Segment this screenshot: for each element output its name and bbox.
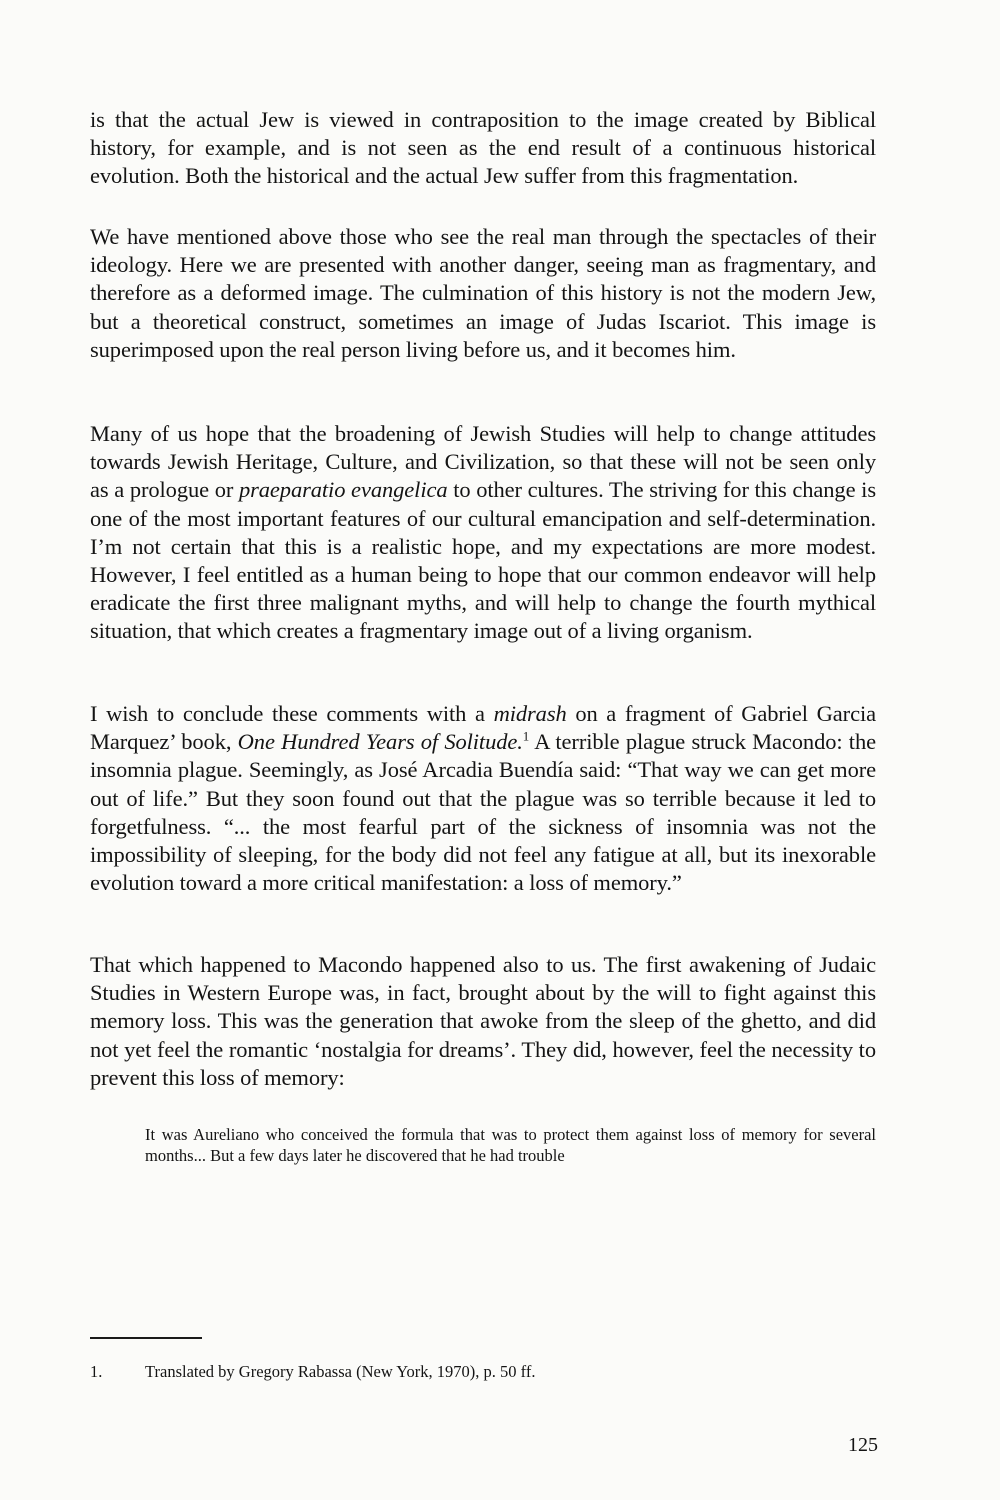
paragraph-midrash [90,700,876,897]
footnote-divider [90,1337,202,1339]
paragraph-text: A terrible plague struck Macondo: the insomnia plague. Seemingly, as José Arcadia Buendía said: “That way we can get more out of life.” But they soon found out that the plague was so terrible because it led to forgetfulness. “... the most fearful part of the sickness of insomnia was not the impossibility of sleeping, for the body did not feel any fatigue at all, but its inexorable evolution toward a more critical manifestation: a loss of memory.” [90,729,876,896]
footnote-number: 1. [90,1362,103,1381]
paragraph-text: Many of us hope that the broadening of Jewish Studies will help to change attitudes towards Jewish Heritage, Culture, and Civilization, so that these will not be seen only as a prologue or [90,421,876,503]
footnote-reference: 1 [522,728,530,744]
italic-term: midrash [493,701,567,726]
paragraph-ideology: We have mentioned above those who see the real man through the spectacles of their ideology. Here we are presented with another danger, seeing man as fragmentary, and therefore as a deformed image. The culmination of this history is not the modern Jew, but a theoretical construct, sometimes an image of Judas Iscariot. This image is superimposed upon the real person living before us, and it becomes him. [90,224,876,362]
paragraph-macondo: That which happened to Macondo happened also to us. The first awakening of Judaic Studies in Western Europe was, in fact, brought about by the will to fight against this memory loss. This was the generation that awoke from the sleep of the ghetto, and did not yet feel the romantic ‘nostalgia for dreams’. They did, however, feel the necessity to prevent this loss of memory: [90,952,876,1090]
block-quote: It was Aureliano who conceived the formula that was to protect them against loss of memory for several months... But a few days later he discovered that he had trouble [145,1125,876,1165]
paragraph-jewish-studies [90,420,876,646]
paragraph-text: on a fragment of Gabriel Garcia Marquez’ book, [90,701,876,755]
page-number: 125 [848,1434,878,1456]
footnote-text: Translated by Gregory Rabassa (New York, 1970), p. 50 ff. [145,1362,536,1381]
paragraph-text: I wish to conclude these comments with a [90,701,494,726]
book-title: One Hundred Years of Solitude. [237,729,523,755]
paragraph-text: to other cultures. The striving for this change is one of the most important features of our cultural emancipation and self-determination. I’m not certain that this is a realistic hope, and my expectations are more modest. However, I feel entitled as a human being to hope that our common endeavor will help eradicate the first three malignant myths, and will help to change the fourth mythical situation, that which creates a fragmentary image out of a living organism. [90,477,876,644]
italic-term: praeparatio evangelica [238,477,448,503]
paragraph-fragmentation: is that the actual Jew is viewed in contraposition to the image created by Biblical history, for example, and is not seen as the end result of a continuous historical evolution. Both the historical and the actual Jew suffer from this fragmentation. [90,107,876,189]
footnote [90,1362,876,1382]
